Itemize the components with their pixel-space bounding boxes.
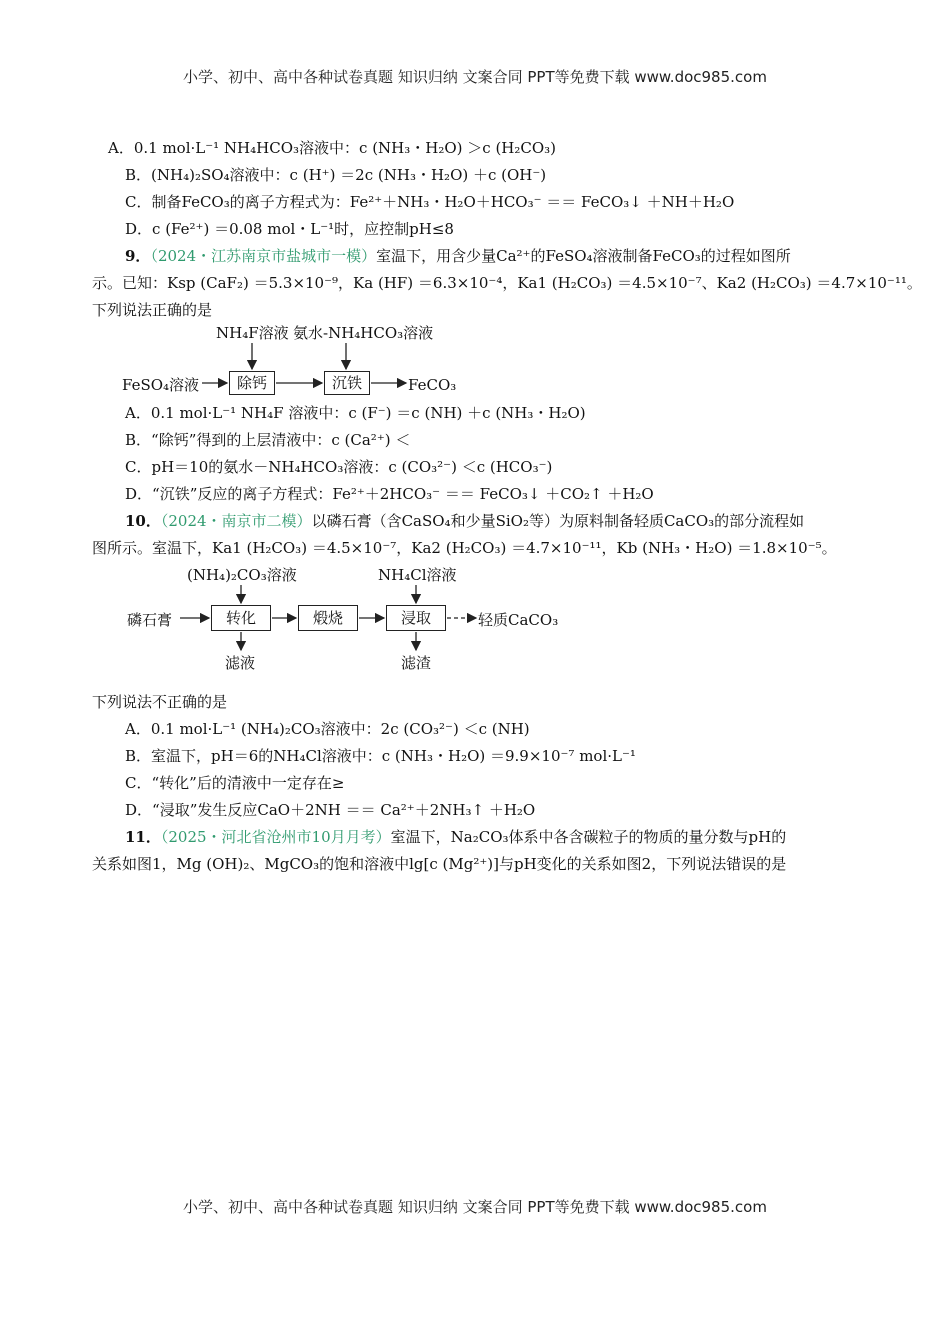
question-11-line2: 关系如图1，Mg (OH)₂、MgCO₃的饱和溶液中lg[c (Mg²⁺)]与pH变化的关系如图2，下列说法错误的是 <box>92 855 787 873</box>
q10-option-c: C．“转化”后的清液中一定存在≥ <box>125 774 345 792</box>
question-text: 室温下，用含少量Ca²⁺的FeSO₄溶液制备FeCO₃的过程如图所 <box>376 247 791 265</box>
question-number: 9． <box>125 247 151 265</box>
page-header: 小学、初中、高中各种试卷真题 知识归纳 文案合同 PPT等免费下载 www.doc985.com <box>183 68 767 86</box>
q10-option-b: B．室温下，pH＝6的NH₄Cl溶液中：c (NH₃・H₂O) ＝9.9×10⁻⁷ mol·L⁻¹ <box>125 747 636 765</box>
flow-start: 磷石膏 <box>127 611 173 629</box>
question-10-line3: 下列说法不正确的是 <box>92 693 228 711</box>
question-number: 10． <box>125 512 161 530</box>
flow-reagent-1: NH₄F溶液 <box>216 324 289 342</box>
flow-step-remove-calcium: 除钙 <box>229 371 275 395</box>
q9-option-b: B．“除钙”得到的上层清液中：c (Ca²⁺) ＜ <box>125 431 411 449</box>
flow-reagent-2: NH₄Cl溶液 <box>378 566 457 584</box>
option-c: C．制备FeCO₃的离子方程式为：Fe²⁺＋NH₃・H₂O＋HCO₃⁻ ＝＝ FeCO₃↓ ＋NH＋H₂O <box>125 193 735 211</box>
q10-option-d: D．“浸取”发生反应CaO＋2NH ＝＝ Ca²⁺＋2NH₃↑ ＋H₂O <box>125 801 536 819</box>
question-source: （2025・河北省沧州市10月月考） <box>160 828 391 846</box>
q9-option-a: A．0.1 mol·L⁻¹ NH₄F 溶液中：c (F⁻) ＝c (NH) ＋c (NH₃・H₂O) <box>125 404 586 422</box>
flow-output-filtrate: 滤液 <box>225 654 256 672</box>
flow-step-leach: 浸取 <box>386 605 446 631</box>
flow-reagent-1: (NH₄)₂CO₃溶液 <box>187 566 297 584</box>
option-d: D．c (Fe²⁺) ＝0.08 mol・L⁻¹时，应控制pH≤8 <box>125 220 454 238</box>
flow-start: FeSO₄溶液 <box>122 376 200 394</box>
q10-option-a: A．0.1 mol·L⁻¹ (NH₄)₂CO₃溶液中：2c (CO₃²⁻) ＜c (NH) <box>125 720 530 738</box>
flow-output-residue: 滤渣 <box>401 654 432 672</box>
flow-product: FeCO₃ <box>408 376 457 394</box>
flow-reagent-2: 氨水-NH₄HCO₃溶液 <box>293 324 434 342</box>
question-source: （2024・南京市二模） <box>160 512 312 530</box>
flow-step-convert: 转化 <box>211 605 271 631</box>
page-footer: 小学、初中、高中各种试卷真题 知识归纳 文案合同 PPT等免费下载 www.doc985.com <box>183 1198 767 1216</box>
q9-option-c: C．pH＝10的氨水－NH₄HCO₃溶液：c (CO₃²⁻) ＜c (HCO₃⁻) <box>125 458 553 476</box>
question-11-stem <box>125 827 786 847</box>
q9-option-d: D．“沉铁”反应的离子方程式：Fe²⁺＋2HCO₃⁻ ＝＝ FeCO₃↓ ＋CO₂↑ ＋H₂O <box>125 485 654 503</box>
option-b: B．(NH₄)₂SO₄溶液中：c (H⁺) ＝2c (NH₃・H₂O) ＋c (OH⁻) <box>125 166 547 184</box>
question-source: （2024・江苏南京市盐城市一模） <box>150 247 377 265</box>
question-number: 11． <box>125 828 161 846</box>
question-9-line3: 下列说法正确的是 <box>92 301 213 319</box>
question-10-line2: 图所示。室温下，Ka1 (H₂CO₃) ＝4.5×10⁻⁷，Ka2 (H₂CO₃) ＝4.7×10⁻¹¹，Kb (NH₃・H₂O) ＝1.8×10⁻⁵。 <box>92 539 837 557</box>
question-text: 室温下，Na₂CO₃体系中各含碳粒子的物质的量分数与pH的 <box>390 828 787 846</box>
flow-step-precipitate-iron: 沉铁 <box>324 371 370 395</box>
question-9-line2: 示。已知：Ksp (CaF₂) ＝5.3×10⁻⁹，Ka (HF) ＝6.3×10⁻⁴，Ka1 (H₂CO₃) ＝4.5×10⁻⁷、Ka2 (H₂CO₃) ＝4.7×10⁻¹¹。 <box>92 274 922 292</box>
flow-step-calcine: 煅烧 <box>298 605 358 631</box>
flow-product: 轻质CaCO₃ <box>478 611 559 629</box>
question-text: 以磷石膏（含CaSO₄和少量SiO₂等）为原料制备轻质CaCO₃的部分流程如 <box>311 512 805 530</box>
option-a: A．0.1 mol·L⁻¹ NH₄HCO₃溶液中：c (NH₃・H₂O) ＞c (H₂CO₃) <box>108 139 557 157</box>
